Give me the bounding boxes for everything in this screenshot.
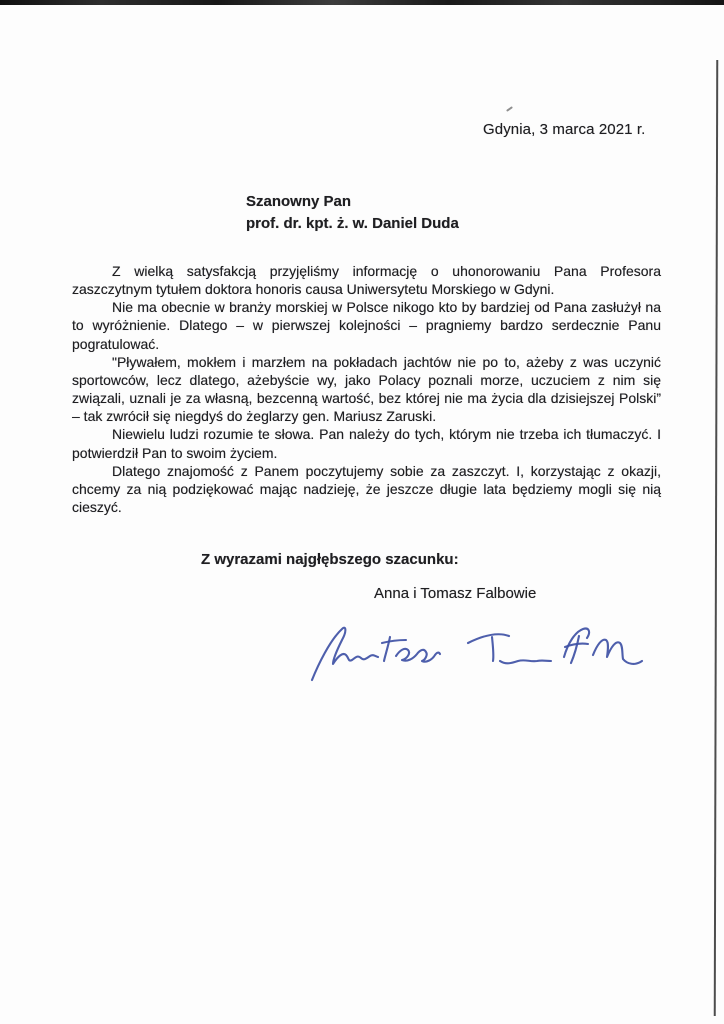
signatories-names: Anna i Tomasz Falbowie bbox=[374, 585, 537, 602]
paragraph-zaruski-quote: "Pływałem, mokłem i marzłem na pokładach jachtów nie po to, ażeby z was uczynić sportowców, lecz dlatego, ażebyście wy, jako Polacy poznali morze, uczuciem z nim się związali, uznali je za własną, bezcenną wartość, bez której nie ma życia dla dzisiejszej Polski” – tak zwrócił się niegdyś do żeglarzy gen. Mariusz Zaruski. bbox=[72, 353, 661, 425]
paragraph-congratulation: Nie ma obecnie w branży morskiej w Polsce nikogo kto by bardziej od Pana zasłużył na to wyróżnienie. Dlatego – w pierwszej kolejności – pragniemy bardzo serdecznie Panu pogratulować. bbox=[72, 299, 661, 352]
recipient-name: prof. dr. kpt. ż. w. Daniel Duda bbox=[246, 214, 459, 232]
date-line: Gdynia, 3 marca 2021 r. bbox=[483, 121, 646, 138]
tomasz-falbowie-signature bbox=[468, 629, 642, 664]
scan-speck bbox=[506, 106, 513, 112]
scan-right-edge-line bbox=[714, 60, 719, 1016]
valediction: Z wyrazami najgłębszego szacunku: bbox=[201, 551, 459, 568]
paragraph-gratitude: Dlatego znajomość z Panem poczytujemy sobie za zaszczyt. I, korzystając z okazji, chcemy za nią podziękować mając nadzieję, że jeszcze długie lata będziemy mogli się nią cieszyć. bbox=[72, 462, 661, 516]
paragraph-congratulation-intro: Z wielką satysfakcją przyjęliśmy informację o uhonorowaniu Pana Profesora zaszczytnym tytułem doktora honoris causa Uniwersytetu Morskiego w Gdyni. bbox=[72, 263, 661, 298]
paragraph-few-understand: Niewielu ludzi rozumie te słowa. Pan należy do tych, którym nie trzeba ich tłumaczyć. I potwierdził Pan to swoim życiem. bbox=[72, 426, 661, 461]
recipient-block bbox=[246, 191, 459, 234]
recipient-salutation: Szanowny Pan bbox=[246, 193, 352, 210]
anna-falbe-signature bbox=[312, 628, 440, 680]
scan-top-edge-artifact bbox=[0, 0, 724, 5]
handwritten-signatures bbox=[292, 610, 648, 688]
letter-body bbox=[72, 262, 661, 516]
